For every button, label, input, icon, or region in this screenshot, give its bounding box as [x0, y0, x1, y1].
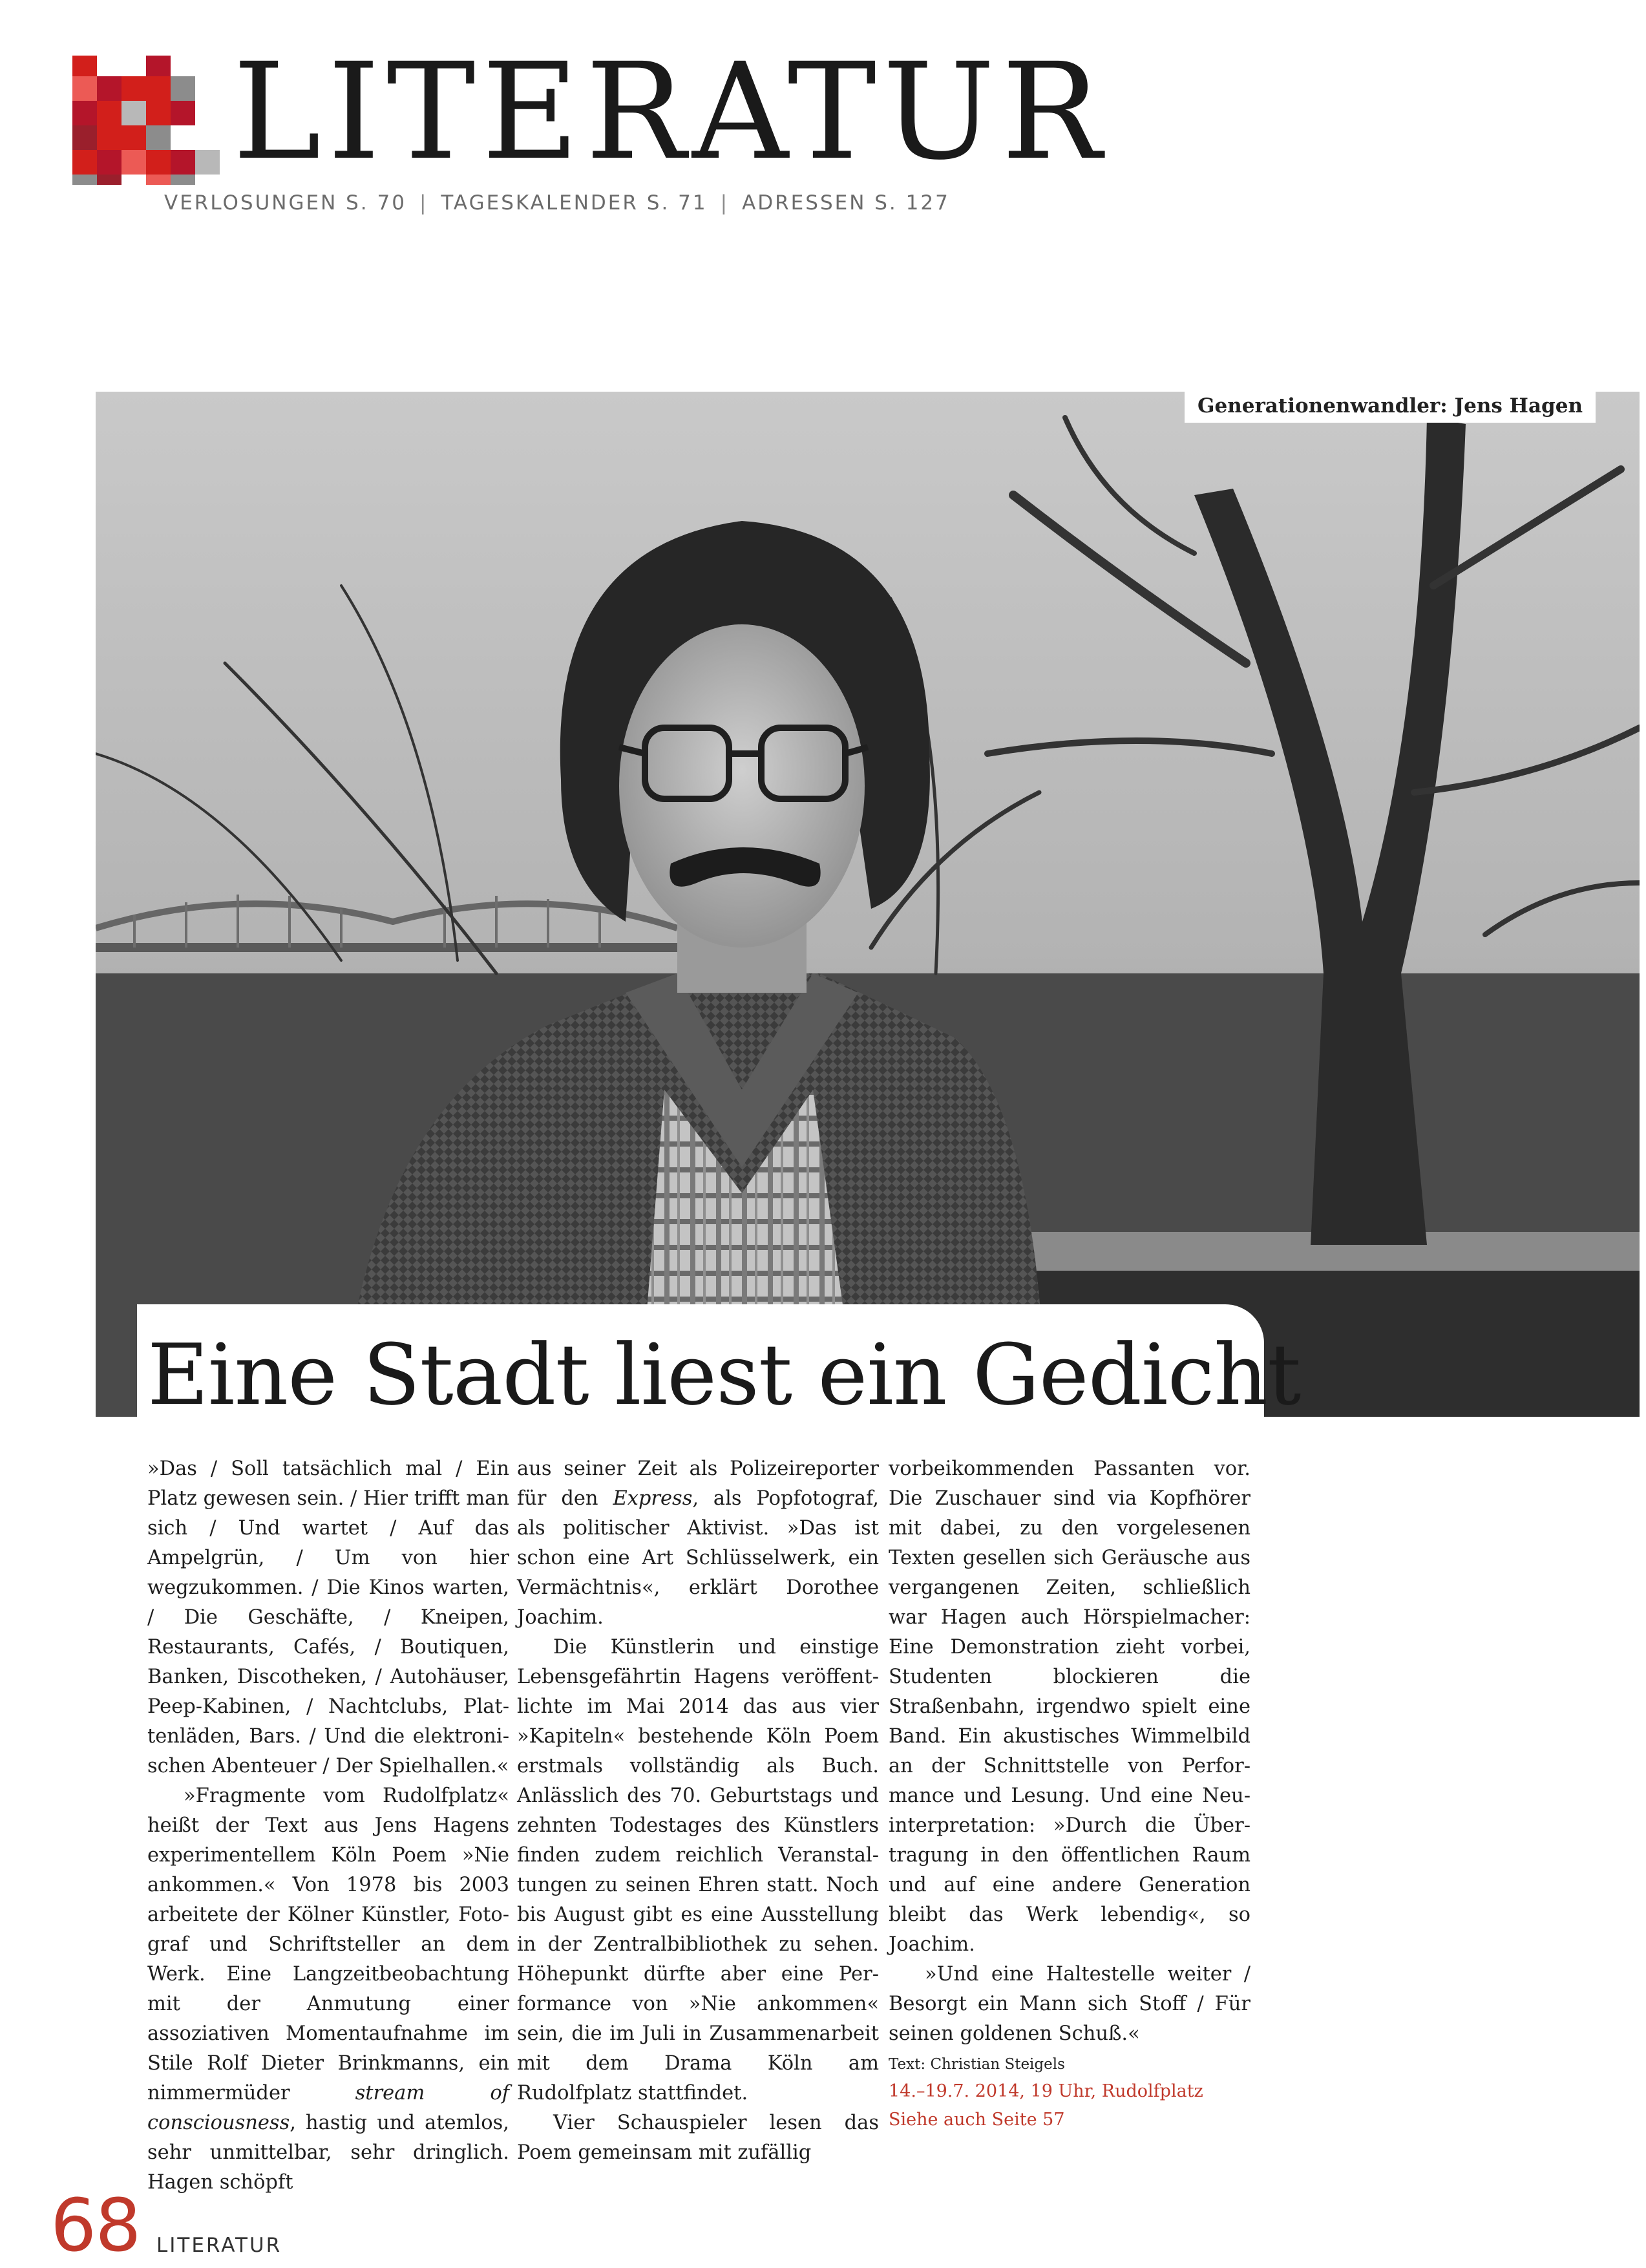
- section-title: LITERATUR: [233, 34, 1108, 189]
- logo-pixel: [72, 125, 97, 150]
- article-paragraph: [517, 1633, 879, 2108]
- page-number: 68: [50, 2184, 140, 2268]
- logo-pixel: [121, 76, 146, 101]
- author-credit: Text: Christian Steigels: [889, 2056, 1065, 2073]
- article-paragraph: [517, 1454, 879, 1633]
- paragraph-text: , als Popfotograf, als politischer Aktivist. »Das ist schon eine Art Schlüsselwerk, ein Vermächtnis«, erklärt Dorothee Joachim.: [517, 1487, 879, 1629]
- emphasis-text: Express: [613, 1487, 693, 1510]
- nav-separator: |: [419, 191, 428, 215]
- logo-pixel: [72, 56, 97, 76]
- article-paragraph: [147, 1454, 509, 1781]
- logo-pixel: [97, 125, 121, 150]
- article-paragraph: [517, 2108, 879, 2168]
- logo-pixel: [146, 150, 171, 175]
- logo-pixel: [171, 150, 195, 175]
- nav-separator: |: [720, 191, 730, 215]
- paragraph-text: »Und eine Haltestelle weiter / Besorgt ein Mann sich Stoff / Für seinen goldenen Schuß.«: [889, 1963, 1250, 2045]
- article-headline: Eine Stadt liest ein Gedicht: [147, 1326, 1301, 1424]
- portrait-photo: [96, 392, 1640, 1424]
- logo-pixel: [121, 101, 146, 125]
- logo-pixel: [72, 101, 97, 125]
- event-dates: 14.–19.7. 2014, 19 Uhr, Rudolfplatz: [889, 2081, 1203, 2101]
- logo-pixel: [97, 76, 121, 101]
- literatur-logo: [72, 56, 220, 185]
- logo-pixel: [72, 175, 97, 185]
- article-paragraph: [889, 1454, 1250, 1960]
- article-paragraph: [889, 1960, 1250, 2049]
- article-column-2: [517, 1454, 879, 2168]
- article-column-1: [147, 1454, 509, 2198]
- article-paragraph: [147, 1781, 509, 2198]
- logo-pixel: [171, 101, 195, 125]
- portrait-photo-illustration: [96, 392, 1640, 1424]
- logo-pixel: [146, 76, 171, 101]
- paragraph-text: Die Künstlerin und einstige Lebensgefährtin Hagens veröffentlichte im Mai 2014 das aus vier »Kapiteln« bestehende Köln Poem erstmals vollständig als Buch. Anlässlich des 70. Geburtstags und zehnten Todestages des Künstlers finden zudem reichlich Veranstaltungen zu seinen Ehren statt. Noch bis August gibt es eine Ausstellung in der Zentralbibliothek zu sehen. Höhepunkt dürfte aber eine Performance von »Nie ankommen« sein, die im Juli in Zusammenarbeit mit dem Drama Köln am Rudolfplatz stattfindet.: [517, 1636, 879, 2104]
- footer-section-label: LITERATUR: [156, 2234, 282, 2257]
- nav-adressen[interactable]: ADRESSEN S. 127: [742, 191, 950, 215]
- logo-pixel: [121, 125, 146, 150]
- logo-pixel: [146, 56, 171, 76]
- pixel-cross-logo-icon: [72, 56, 220, 185]
- paragraph-text: vorbeikommenden Passanten vor. Die Zuschauer sind via Kopfhörer mit dabei, zu den vorgelesenen Texten gesellen sich Geräusche aus vergangenen Zeiten, schließlich war Hagen auch Hörspielmacher: Eine Demonstration zieht vorbei, Studenten blockieren die Straßenbahn, irgendwo spielt eine Band. Ein akustisches Wimmelbild an der Schnittstelle von Performance und Lesung. Und eine Neuinterpretation: »Durch die Übertragung in den öffentlichen Raum und auf eine andere Generation bleibt das Werk lebendig«, so Joachim.: [889, 1457, 1250, 1956]
- logo-pixel: [171, 76, 195, 101]
- logo-pixel: [171, 175, 195, 185]
- logo-pixel: [146, 101, 171, 125]
- logo-pixel: [97, 175, 121, 185]
- logo-pixel: [97, 101, 121, 125]
- nav-tageskalender[interactable]: TAGESKALENDER S. 71: [441, 191, 708, 215]
- logo-pixel: [146, 125, 171, 150]
- logo-pixel: [195, 150, 220, 175]
- logo-pixel: [97, 150, 121, 175]
- paragraph-text: aus seiner Zeit als Polizeireporter für den: [517, 1457, 879, 1510]
- paragraph-text: , hastig und atemlos, sehr unmittelbar, sehr dringlich. Hagen schöpft: [147, 2112, 509, 2194]
- emphasis-text: stream of consciousness: [147, 2082, 509, 2134]
- logo-pixel: [121, 150, 146, 175]
- photo-caption: Generationenwandler: Jens Hagen: [1185, 390, 1596, 423]
- logo-pixel: [72, 150, 97, 175]
- logo-pixel: [72, 76, 97, 101]
- paragraph-text: »Fragmente vom Rudolfplatz« heißt der Text aus Jens Hagens experimentellem Köln Poem »Nie ankommen.« Von 1978 bis 2003 arbeitete der Kölner Künstler, Fotograf und Schriftsteller an dem Werk. Eine Langzeitbeobachtung mit der Anmutung einer assoziativen Momentaufnahme im Stile Rolf Dieter Brinkmanns, ein nimmermüder: [147, 1785, 509, 2104]
- paragraph-text: Vier Schauspieler lesen das Poem gemeinsam mit zufällig: [517, 2112, 879, 2164]
- nav-verlosungen[interactable]: VERLOSUNGEN S. 70: [164, 191, 406, 215]
- section-nav: [164, 191, 950, 215]
- logo-pixel: [146, 175, 171, 185]
- article-column-3: [889, 1454, 1250, 2134]
- paragraph-text: »Das / Soll tatsächlich mal / Ein Platz gewesen sein. / Hier trifft man sich / Und wartet / Auf das Ampelgrün, / Um von hier wegzukommen. / Die Kinos warten, / Die Geschäfte, / Kneipen, Restaurants, Cafés, / Boutiquen, Banken, Discotheken, / Autohäuser, Peep-Kabinen, / Nachtclubs, Plattenläden, Bars. / Und die elektronischen Abenteuer / Der Spielhallen.«: [147, 1457, 509, 1777]
- see-also-link[interactable]: Siehe auch Seite 57: [889, 2110, 1065, 2130]
